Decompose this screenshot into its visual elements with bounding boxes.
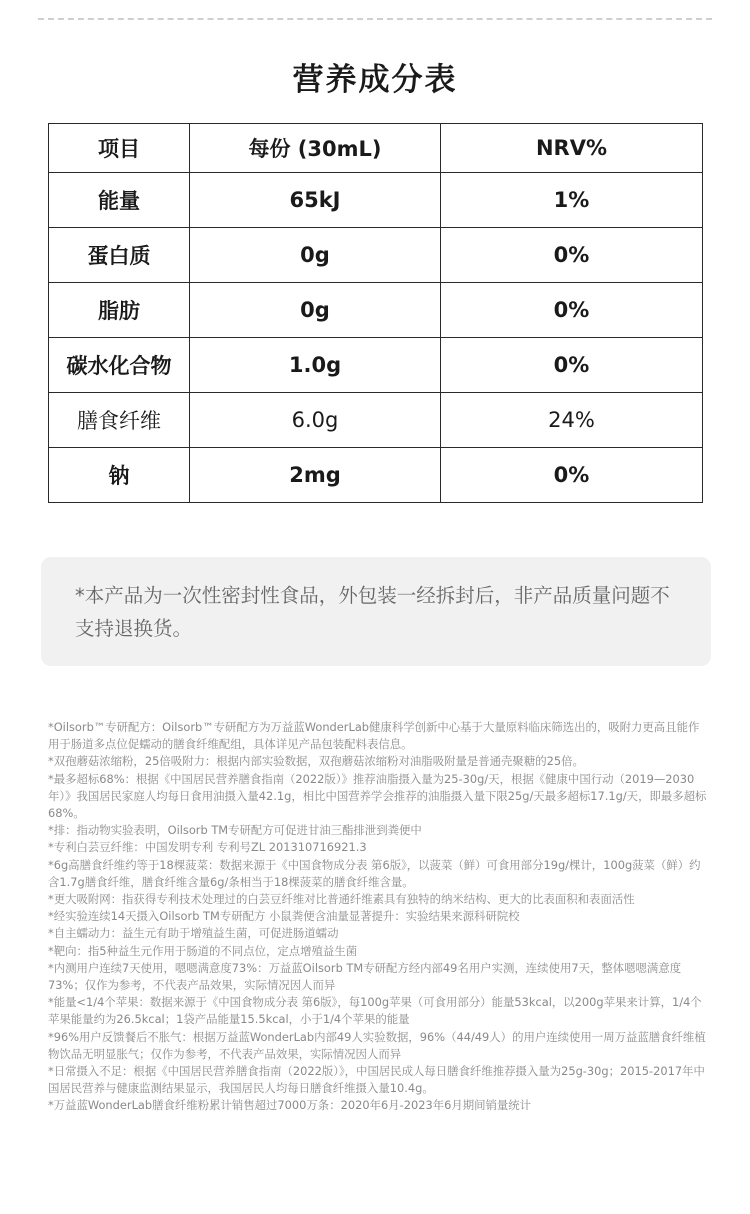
footnote: *经实验连续14天摄入Oilsorb TM专研配方 小鼠粪便含油量显著提升：实验结果来源科研院校: [48, 909, 520, 924]
footnote: *双孢蘑菇浓缩粉，25倍吸附力：根据内部实验数据，双孢蘑菇浓缩粉对油脂吸附量是普通壳聚糖的25倍。: [48, 754, 584, 769]
table-row: [49, 338, 703, 393]
footnote: *更大吸附网：指获得专利技术处理过的白芸豆纤维对比普通纤维素具有独特的纳米结构、更大的比表面积和表面活性: [48, 892, 635, 907]
footnote: *日常摄入不足：根据《中国居民营养膳食指南（2022版）》，中国居民成人每日膳食纤维推荐摄入量为25g-30g；2015-2017年中国居民营养与健康监测结果显示，我国居民人均每日膳食纤维摄入量10.4g。: [48, 1064, 705, 1096]
footnote: *6g高膳食纤维约等于18棵菠菜：数据来源于《中国食物成分表 第6版》，以菠菜（鲜）可食用部分19g/棵计，100g菠菜（鲜）约含1.7g膳食纤维，膳食纤维含量6g/条相当于18棵菠菜的膳食纤维含量。: [48, 857, 701, 889]
row-nrv: 1%: [441, 173, 703, 228]
footnote: *排：指动物实验表明，Oilsorb TM专研配方可促进甘油三酯排泄到粪便中: [48, 823, 422, 838]
row-item: 脂肪: [49, 283, 190, 338]
row-nrv: 0%: [441, 448, 703, 503]
row-per-serving: 65kJ: [190, 173, 441, 228]
nutrition-table: [48, 123, 703, 503]
row-item: 膳食纤维: [49, 393, 190, 448]
return-policy-notice: *本产品为一次性密封性食品，外包装一经拆封后，非产品质量问题不支持退换货。: [41, 557, 711, 666]
table-row: [49, 448, 703, 503]
footnote: *最多超标68%：根据《中国居民营养膳食指南（2022版）》推荐油脂摄入量为25-30g/天，根据《健康中国行动（2019—2030年）》我国居民家庭人均每日食用油摄入量42.1g，相比中国营养学会推荐的油脂摄入量下限25g/天最多超标17.1g/天，即最多超标68%。: [48, 771, 707, 821]
footnote: *Oilsorb™专研配方：Oilsorb™专研配方为万益蓝WonderLab健康科学创新中心基于大量原料临床筛选出的，吸附力更高且能作用于肠道多点位促蠕动的膳食纤维配组，具体详见产品包装配料表信息。: [48, 720, 700, 752]
table-row: [49, 283, 703, 338]
row-item: 蛋白质: [49, 228, 190, 283]
row-per-serving: 0g: [190, 228, 441, 283]
row-per-serving: 0g: [190, 283, 441, 338]
footnote: *自主蠕动力：益生元有助于增殖益生菌，可促进肠道蠕动: [48, 926, 339, 941]
header-nrv: NRV%: [441, 124, 703, 173]
page-title: 营养成分表: [292, 62, 458, 98]
row-item: 钠: [49, 448, 190, 503]
row-per-serving: 2mg: [190, 448, 441, 503]
table-row: [49, 393, 703, 448]
row-item: 能量: [49, 173, 190, 228]
row-per-serving: 6.0g: [190, 393, 441, 448]
row-nrv: 0%: [441, 338, 703, 393]
footnote: *96%用户反馈餐后不胀气：根据万益蓝WonderLab内部49人实验数据，96%（44/49人）的用户连续使用一周万益蓝膳食纤维植物饮品无明显胀气；仅作为参考，不代表产品效果，实际情况因人而异: [48, 1029, 706, 1061]
table-row: [49, 173, 703, 228]
row-nrv: 0%: [441, 228, 703, 283]
row-nrv: 0%: [441, 283, 703, 338]
footnote: *万益蓝WonderLab膳食纤维粉累计销售超过7000万条：2020年6月-2023年6月期间销量统计: [48, 1098, 532, 1113]
header-per-serving: 每份 (30mL): [190, 124, 441, 173]
row-per-serving: 1.0g: [190, 338, 441, 393]
table-row: [49, 228, 703, 283]
header-item: 项目: [49, 124, 190, 173]
footnote: *能量<1/4个苹果：数据来源于《中国食物成分表 第6版》，每100g苹果（可食用部分）能量53kcal，以200g苹果来计算，1/4个苹果能量约为26.5kcal；1袋产品能量15.5kcal，小于1/4个苹果的能量: [48, 995, 702, 1027]
table-header-row: [49, 124, 703, 173]
footnote: *内测用户连续7天使用，嗯嗯满意度73%：万益蓝Oilsorb TM专研配方经内部49名用户实测，连续使用7天，整体嗯嗯满意度73%；仅作为参考，不代表产品效果，实际情况因人而异: [48, 960, 682, 993]
top-dashed-divider: [38, 18, 712, 20]
footnote: *靶向：指5种益生元作用于肠道的不同点位，定点增殖益生菌: [48, 943, 358, 958]
footnote: *专利白芸豆纤维：中国发明专利 专利号ZL 201310716921.3: [48, 840, 367, 855]
row-nrv: 24%: [441, 393, 703, 448]
row-item: 碳水化合物: [49, 338, 190, 393]
footnotes: [48, 719, 708, 1115]
